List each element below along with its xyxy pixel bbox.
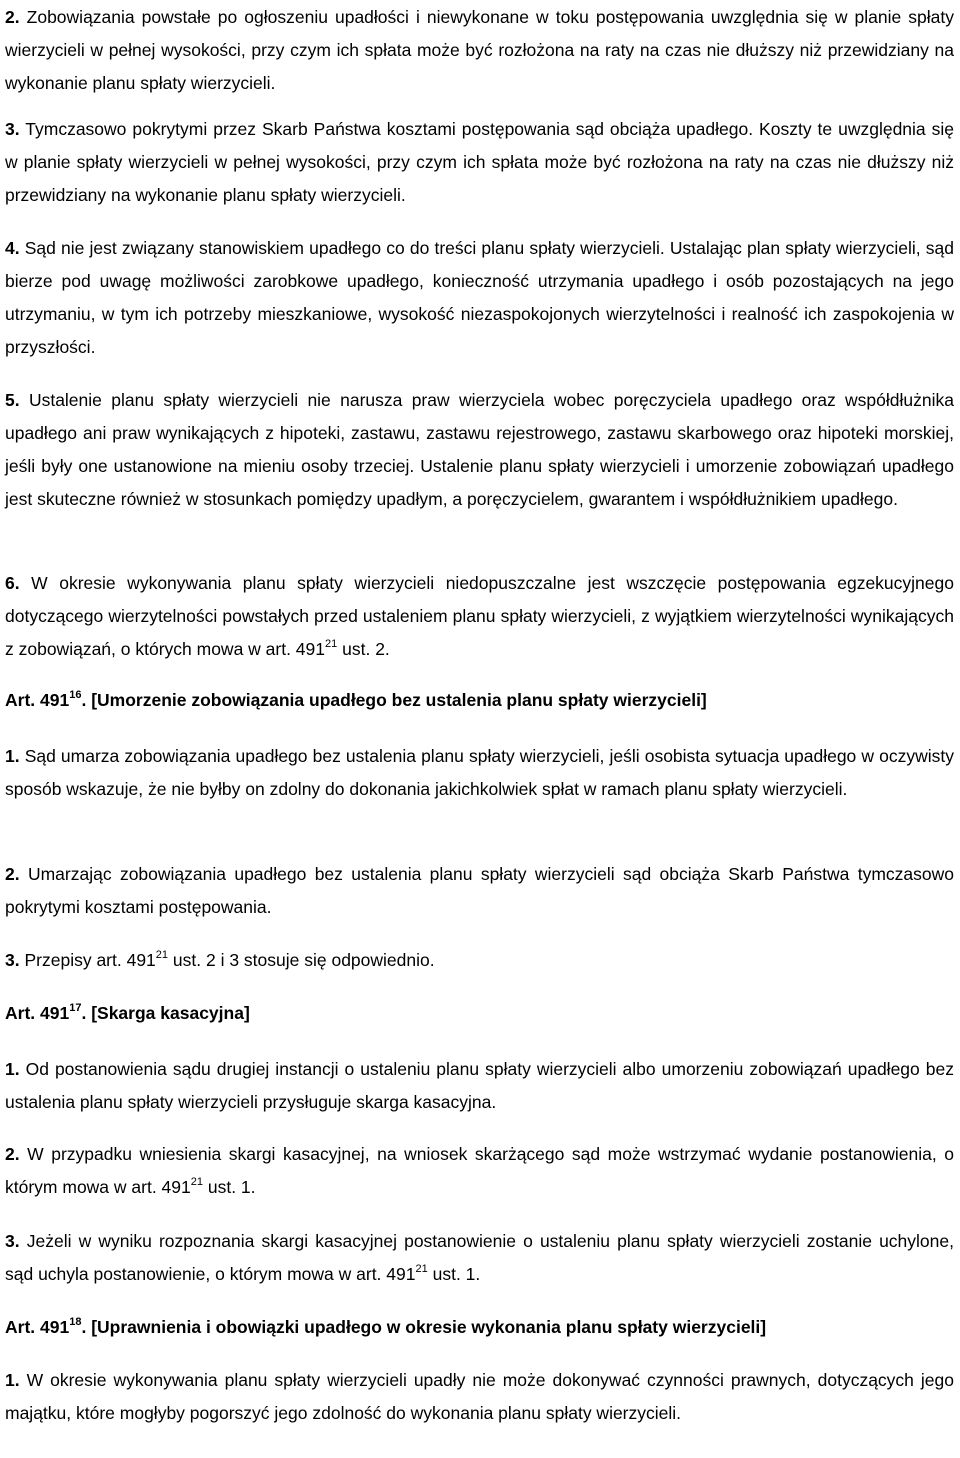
item-text: Od postanowienia sądu drugiej instancji o ustaleniu planu spłaty wierzycieli albo umorzeniu zobowiązań upadłego bez ustalenia planu spłaty wierzycieli przysługuje skarga kasacyjna. [5,1059,954,1112]
item-text-end: ust. 1. [203,1177,256,1197]
article-dot: . [81,1003,87,1023]
article-16-item-3 [5,944,954,977]
item-number: 1. [5,746,20,766]
item-text-end: ust. 1. [427,1264,481,1284]
item-number: 2. [5,1144,20,1164]
item-text: W przypadku wniesienia skargi kasacyjnej, na wniosek skarżącego sąd może wstrzymać wydanie postanowienia, o którym mowa w art. 491 [5,1144,954,1197]
paragraph-text: W okresie wykonywania planu spłaty wierzycieli niedopuszczalne jest wszczęcie postępowania egzekucyjnego dotyczącego wierzytelności powstałych przed ustaleniem planu spłaty wierzycieli, z wyjątkiem wierzytelności wynikających z zobowiązań, o których mowa w art. 491 [5,573,954,659]
paragraph-text: Sąd nie jest związany stanowiskiem upadłego co do treści planu spłaty wierzycieli. Ustalając plan spłaty wierzycieli, sąd bierze pod uwagę możliwości zarobkowe upadłego, konieczność utrzymania upadłego i osób pozostających na jego utrzymaniu, w tym ich potrzeby mieszkaniowe, wysokość niezaspokojonych wierzytelności i realność ich zaspokojenia w przyszłości. [5,238,954,357]
paragraph-number: 6. [5,573,20,593]
item-number: 1. [5,1059,20,1079]
paragraph-number: 2. [5,7,20,27]
paragraph-6 [5,567,954,666]
paragraph-text: Tymczasowo pokrytymi przez Skarb Państwa kosztami postępowania sąd obciąża upadłego. Koszty te uwzględnia się w planie spłaty wierzycieli w pełnej wysokości, przy czym ich spłata może być rozłożona na raty na czas nie dłuższy niż przewidziany na wykonanie planu spłaty wierzycieli. [5,119,954,205]
article-title: [Umorzenie zobowiązania upadłego bez ustalenia planu spłaty wierzycieli] [91,690,707,710]
paragraph-4 [5,232,954,364]
article-title: [Skarga kasacyjna] [91,1003,250,1023]
article-label: Art. 491 [5,1003,70,1023]
article-dot: . [81,1317,87,1337]
superscript: 16 [69,689,82,702]
article-16-heading [5,684,954,717]
item-number: 3. [5,950,20,970]
article-dot: . [81,690,87,710]
item-text: Umarzając zobowiązania upadłego bez ustalenia planu spłaty wierzycieli sąd obciąża Skarb Państwa tymczasowo pokrytymi kosztami postępowania. [5,864,954,917]
item-number: 3. [5,1231,20,1251]
article-label: Art. 491 [5,1317,70,1337]
item-number: 2. [5,864,20,884]
superscript: 21 [325,638,338,651]
superscript: 21 [190,1176,203,1189]
article-17-item-1 [5,1053,954,1119]
superscript: 21 [415,1263,428,1276]
item-number: 1. [5,1370,20,1390]
superscript: 18 [69,1316,82,1329]
item-text: Jeżeli w wyniku rozpoznania skargi kasacyjnej postanowienie o ustaleniu planu spłaty wierzycieli zostanie uchylone, sąd uchyla postanowienie, o którym mowa w art. 491 [5,1231,954,1284]
article-17-heading [5,997,954,1030]
paragraph-text: Ustalenie planu spłaty wierzycieli nie narusza praw wierzyciela wobec poręczyciela upadłego oraz współdłużnika upadłego ani praw wynikających z hipoteki, zastawu, zastawu rejestrowego, zastawu skarbowego oraz hipoteki morskiej, jeśli były one ustanowione na mieniu osoby trzeciej. Ustalenie planu spłaty wierzycieli i umorzenie zobowiązań upadłego jest skuteczne również w stosunkach pomiędzy upadłym, a poręczycielem, gwarantem i współdłużnikiem upadłego. [5,390,954,509]
paragraph-2 [5,1,954,100]
paragraph-5 [5,384,954,516]
item-text-end: ust. 2 i 3 stosuje się odpowiednio. [168,950,435,970]
superscript: 21 [155,949,169,962]
article-18-item-1 [5,1364,954,1430]
article-16-item-2 [5,858,954,924]
paragraph-text-end: ust. 2. [337,639,390,659]
paragraph-number: 3. [5,119,20,139]
item-text: W okresie wykonywania planu spłaty wierzycieli upadły nie może dokonywać czynności prawnych, dotyczących jego majątku, które mogłyby pogorszyć jego zdolność do wykonania planu spłaty wierzycieli. [5,1370,954,1423]
article-18-heading [5,1311,954,1344]
superscript: 17 [69,1002,82,1015]
article-17-item-3 [5,1225,954,1291]
paragraph-number: 5. [5,390,20,410]
paragraph-number: 4. [5,238,20,258]
paragraph-3 [5,113,954,212]
article-16-item-1 [5,740,954,806]
article-title: [Uprawnienia i obowiązki upadłego w okresie wykonania planu spłaty wierzycieli] [91,1317,767,1337]
item-text: Przepisy art. 491 [24,950,156,970]
item-text: Sąd umarza zobowiązania upadłego bez ustalenia planu spłaty wierzycieli, jeśli osobista sytuacja upadłego w oczywisty sposób wskazuje, że nie byłby on zdolny do dokonania jakichkolwiek spłat w ramach planu spłaty wierzycieli. [5,746,954,799]
article-17-item-2 [5,1138,954,1204]
paragraph-text: Zobowiązania powstałe po ogłoszeniu upadłości i niewykonane w toku postępowania uwzględnia się w planie spłaty wierzycieli w pełnej wysokości, przy czym ich spłata może być rozłożona na raty na czas nie dłuższy niż przewidziany na wykonanie planu spłaty wierzycieli. [5,7,954,93]
article-label: Art. 491 [5,690,70,710]
